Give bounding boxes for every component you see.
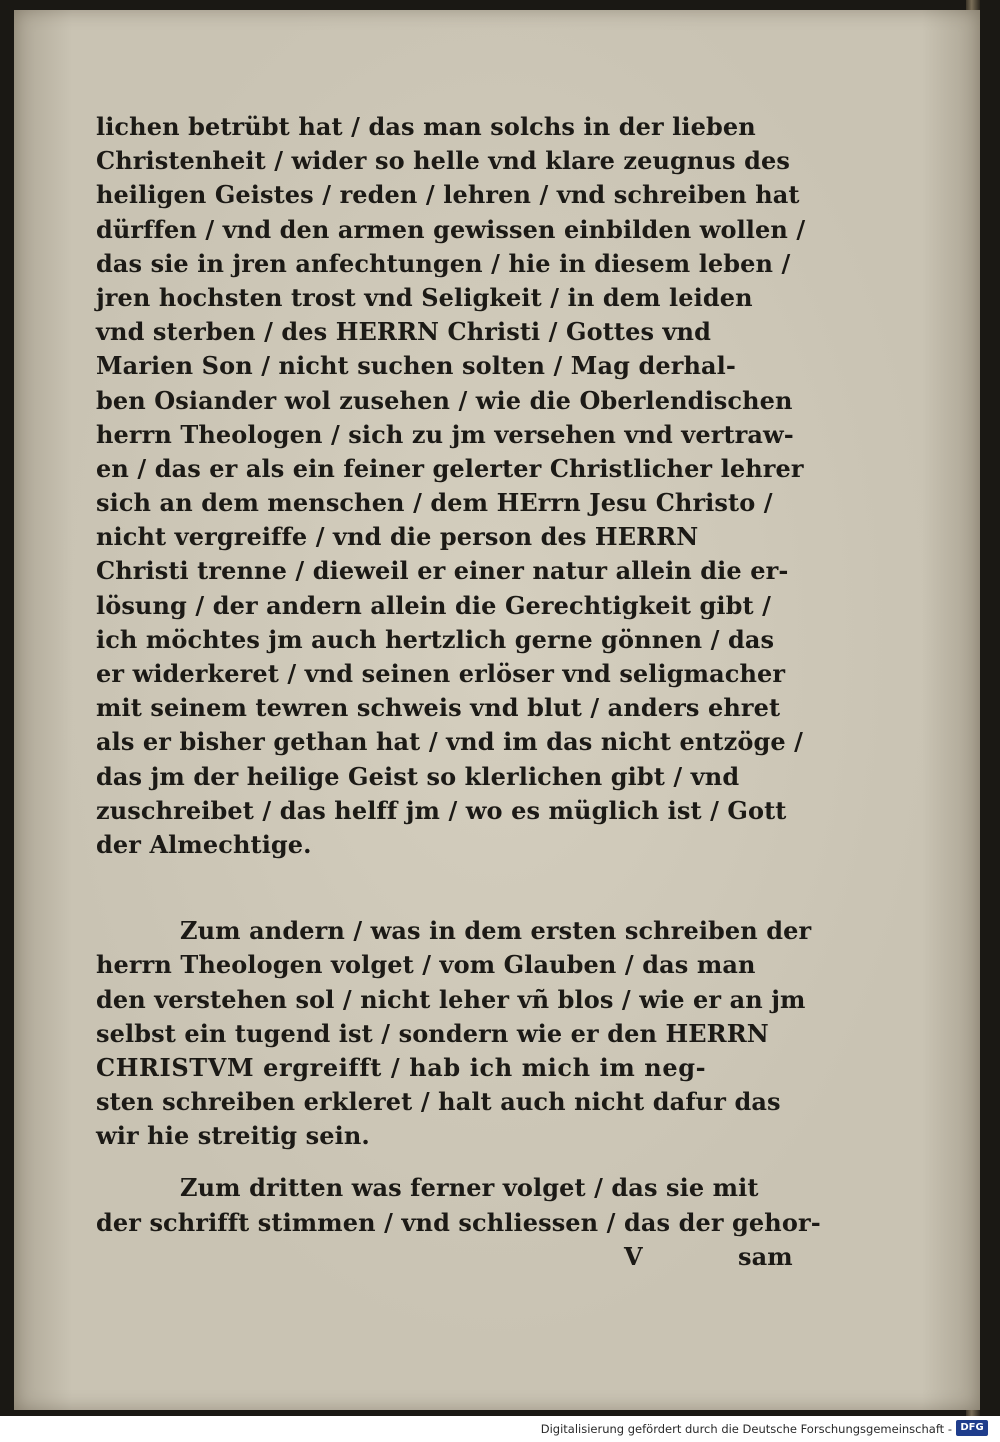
text-line: Christenheit / wider so helle vnd klare zeugnus des — [96, 146, 790, 176]
text-line: den verstehen sol / nicht leher vñ blos / wie er an jm — [96, 984, 806, 1014]
text-line: sten schreiben erkleret / halt auch nicht dafur das — [96, 1087, 781, 1117]
text-line: herrn Theologen / sich zu jm versehen vnd vertraw- — [96, 419, 794, 449]
text-line: als er bisher gethan hat / vnd im das nicht entzöge / — [96, 727, 804, 757]
paragraph-2 — [96, 914, 812, 1153]
footer-bar — [0, 1416, 1000, 1442]
text-line: das sie in jren anfechtungen / hie in diesem leben / — [96, 248, 791, 278]
text-line: der schrifft stimmen / vnd schliessen / das der gehor- — [96, 1207, 821, 1237]
text-line: en / das er als ein feiner gelerter Christlicher lehrer — [96, 453, 804, 483]
text-line: mit seinem tewren schweis vnd blut / anders ehret — [96, 693, 781, 723]
text-line: dürffen / vnd den armen gewissen einbilden wollen / — [96, 214, 806, 244]
text-line: Zum andern / was in dem ersten schreiben der — [180, 916, 812, 946]
text-line: sich an dem menschen / dem HErrn Jesu Christo / — [96, 488, 773, 518]
text-line: der Almechtige. — [96, 829, 312, 859]
text-line: Christi trenne / dieweil er einer natur allein die er- — [96, 556, 789, 586]
text-line: selbst ein tugend ist / sondern wie er den HERRN — [96, 1018, 769, 1048]
catchword: sam — [738, 1241, 793, 1271]
signature-mark: V — [624, 1241, 643, 1271]
text-line: zuschreibet / das helff jm / wo es müglich ist / Gott — [96, 795, 787, 825]
paragraph-1 — [96, 110, 806, 862]
text-line: ich möchtes jm auch hertzlich gerne gönnen / das — [96, 624, 775, 654]
text-line: Marien Son / nicht suchen solten / Mag derhal- — [96, 351, 736, 381]
text-line: heiligen Geistes / reden / lehren / vnd schreiben hat — [96, 180, 800, 210]
text-line: herrn Theologen volget / vom Glauben / das man — [96, 950, 756, 980]
text-line: wir hie streitig sein. — [96, 1121, 370, 1151]
text-line: vnd sterben / des HERRN Christi / Gottes vnd — [96, 317, 711, 347]
text-line: das jm der heilige Geist so klerlichen gibt / vnd — [96, 761, 740, 791]
text-line: nicht vergreiffe / vnd die person des HERRN — [96, 522, 699, 552]
text-line: lichen betrübt hat / das man solchs in der lieben — [96, 112, 756, 141]
dfg-logo[interactable]: DFG — [956, 1420, 988, 1436]
book-page — [14, 10, 980, 1410]
text-line: CHRISTVM ergreifft / hab ich mich im neg- — [96, 1052, 707, 1082]
text-line: Zum dritten was ferner volget / das sie mit — [180, 1173, 759, 1203]
paragraph-3 — [96, 1171, 821, 1239]
paragraph-gap — [96, 1153, 776, 1171]
text-line: ben Osiander wol zusehen / wie die Oberlendischen — [96, 385, 793, 415]
text-line: jren hochsten trost vnd Seligkeit / in dem leiden — [96, 282, 753, 312]
text-line: er widerkeret / vnd seinen erlöser vnd seligmacher — [96, 659, 786, 688]
funding-credit: Digitalisierung gefördert durch die Deutsche Forschungsgemeinschaft - — [540, 1422, 952, 1436]
paragraph-gap — [96, 862, 776, 914]
page-foot-row — [96, 1240, 793, 1274]
text-block — [96, 110, 821, 1274]
text-line: lösung / der andern allein die Gerechtigkeit gibt / — [96, 590, 772, 620]
